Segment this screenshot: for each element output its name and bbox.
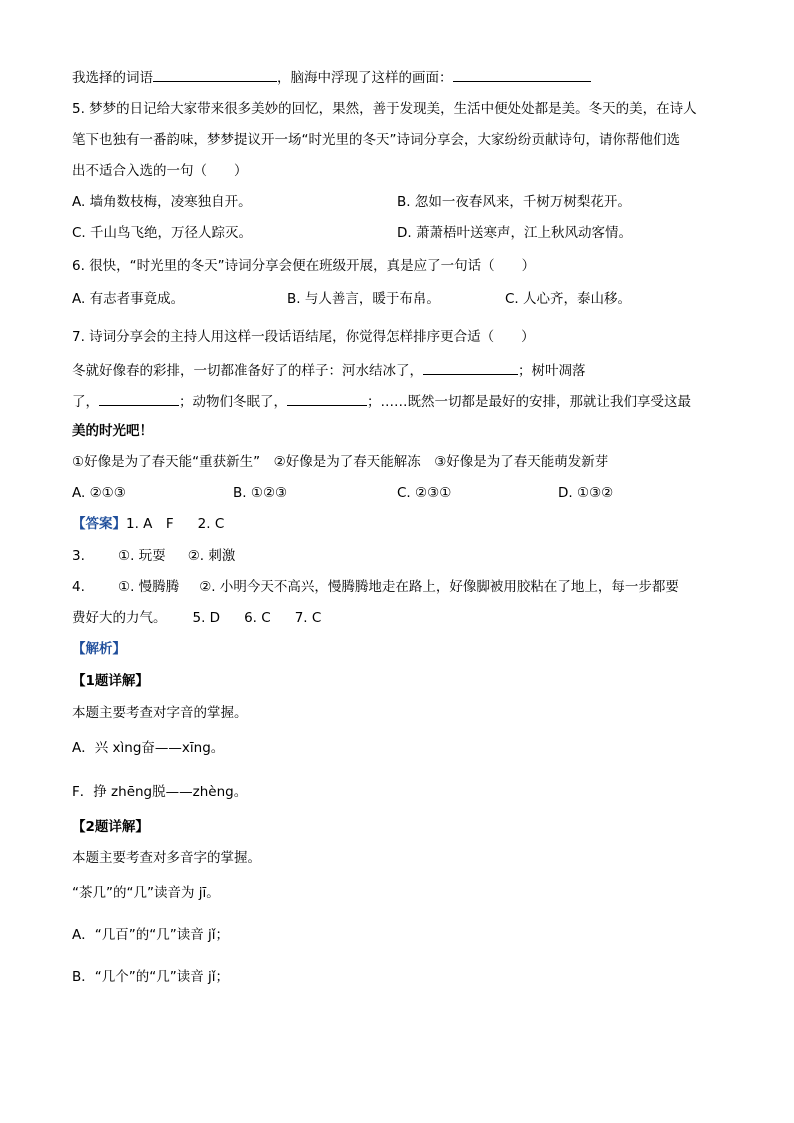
answer-line5 [72, 609, 321, 627]
q7-blank-1[interactable] [423, 360, 518, 375]
q6-option-a[interactable]: A. 有志者事竟成。 [72, 291, 185, 307]
answer-line1 [72, 515, 224, 533]
q5-stem-line2: 笔下也独有一番韵味，梦梦提议开一场“时光里的冬天”诗词分享会，大家纷纷贡献诗句，请你帮他们选 [72, 132, 680, 148]
answer-label: 【答案】 [72, 516, 126, 532]
q5-stem-line3: 出不适合入选的一句（ ） [72, 163, 248, 179]
q7-option-c[interactable]: C. ②③① [397, 485, 452, 501]
analysis-label: 【解析】 [72, 641, 126, 657]
q5-option-d[interactable]: D. 萧萧梧叶送寒声，江上秋风动客情。 [397, 225, 632, 241]
answer-7: 7. C [294, 610, 322, 626]
q7-option-a[interactable]: A. ②①③ [72, 485, 126, 501]
q4-mid: ，脑海中浮现了这样的画面： [277, 70, 453, 86]
analysis-q1-text: 本题主要考查对字音的掌握。 [72, 705, 248, 721]
answer-1: 1. A F [126, 516, 174, 532]
q5-option-c[interactable]: C. 千山鸟飞绝，万径人踪灭。 [72, 225, 253, 241]
q7-option-b[interactable]: B. ①②③ [233, 485, 288, 501]
answer-4-choice2: ②. 小明今天不高兴，慢腾腾地走在路上，好像脚被用胶粘在了地上，每一步都要 [199, 579, 679, 595]
q7-blank-2[interactable] [99, 391, 179, 406]
q7-passage-1b: ；树叶凋落 [518, 363, 586, 379]
answer-line3 [72, 547, 235, 565]
answer-2: 2. C [197, 516, 225, 532]
answer-6: 6. C [244, 610, 271, 626]
q7-passage-line2 [72, 391, 691, 411]
analysis-q2-text: 本题主要考查对多音字的掌握。 [72, 850, 261, 866]
answer-4-choice1: ①. 慢腾腾 [118, 579, 180, 595]
q4-blank-word[interactable] [153, 67, 277, 82]
q7-passage-2b: ；动物们冬眠了， [179, 394, 287, 410]
q7-passage-line3: 美的时光吧！ [72, 423, 153, 439]
answer-4-continued: 费好大的力气。 [72, 610, 167, 626]
answer-3-choice1: ①. 玩耍 [118, 548, 166, 564]
answer-4-number: 4. [72, 579, 85, 595]
answer-5: 5. D [192, 610, 221, 626]
q7-choices: ①好像是为了春天能“重获新生” ②好像是为了春天能解冻 ③好像是为了春天能萌发新芽 [72, 454, 609, 470]
q6-option-c[interactable]: C. 人心齐，泰山移。 [505, 291, 632, 307]
q6-option-b[interactable]: B. 与人善言，暖于布帛。 [287, 291, 440, 307]
q7-passage-2a: 了， [72, 394, 99, 410]
analysis-q2-intro: “茶几”的“几”读音为 jī。 [72, 885, 220, 901]
q7-option-d[interactable]: D. ①③② [558, 485, 614, 501]
q4-blank-scene[interactable] [453, 67, 591, 82]
analysis-q2-option-b: B．“几个”的“几”读音 jǐ； [72, 969, 230, 985]
q7-passage-2c: ；……既然一切都是最好的安排，那就让我们享受这最 [367, 394, 691, 410]
q5-option-b[interactable]: B. 忽如一夜春风来，千树万树梨花开。 [397, 194, 631, 210]
answer-3-choice2: ②. 刺激 [187, 548, 236, 564]
analysis-q1-option-a: A．兴 xìng奋——xīng。 [72, 740, 225, 756]
q5-stem-line1: 5. 梦梦的日记给大家带来很多美妙的回忆，果然，善于发现美，生活中便处处都是美。冬天的美，在诗人 [72, 101, 697, 117]
analysis-q2-heading: 【2题详解】 [72, 819, 149, 835]
q4-prefix: 我选择的词语 [72, 70, 153, 86]
answer-line4 [72, 578, 679, 596]
q5-option-a[interactable]: A. 墙角数枝梅，凌寒独自开。 [72, 194, 252, 210]
q7-passage-line1 [72, 360, 586, 380]
q6-stem: 6. 很快，“时光里的冬天”诗词分享会便在班级开展，真是应了一句话（ ） [72, 258, 536, 274]
analysis-q1-option-f: F．挣 zhēng脱——zhèng。 [72, 784, 248, 800]
q4-answer-line [72, 67, 591, 87]
q7-stem: 7. 诗词分享会的主持人用这样一段话语结尾，你觉得怎样排序更合适（ ） [72, 329, 535, 345]
analysis-q1-heading: 【1题详解】 [72, 673, 149, 689]
answer-3-number: 3. [72, 548, 85, 564]
q7-blank-3[interactable] [287, 391, 367, 406]
analysis-q2-option-a: A．“几百”的“几”读音 jǐ； [72, 927, 230, 943]
q7-passage-1a: 冬就好像春的彩排，一切都准备好了的样子：河水结冰了， [72, 363, 423, 379]
